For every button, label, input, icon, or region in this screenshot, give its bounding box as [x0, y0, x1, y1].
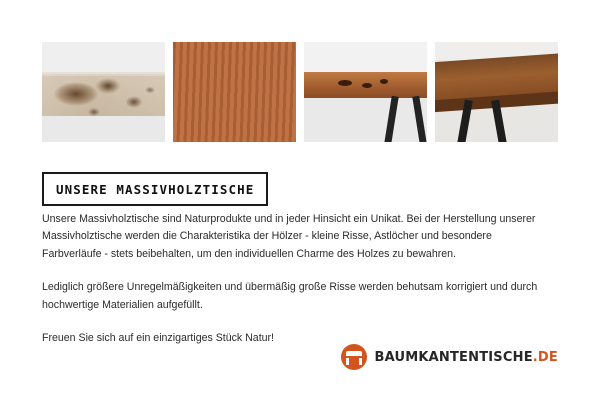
wood-knot-shape: [338, 80, 352, 86]
wood-knot-shape: [362, 83, 372, 88]
table-leg-shape: [384, 96, 398, 142]
gallery-image-1: [42, 42, 165, 142]
brand-name: [375, 350, 559, 365]
table-leg-shape: [412, 96, 426, 142]
body-copy: [42, 211, 542, 348]
brand-name-text: BAUMKANTENTISCHE: [374, 349, 533, 365]
gallery-image-2: [173, 42, 296, 142]
wood-knot-shape: [380, 79, 388, 84]
brand-name-suffix: .DE: [532, 349, 558, 365]
gallery-image-4: [435, 42, 558, 142]
image-gallery: [42, 42, 558, 142]
page-title: UNSERE MASSIVHOLZTISCHE: [56, 182, 255, 197]
paragraph-2: Lediglich größere Unregelmäßigkeiten und übermäßig große Risse werden behutsam korrigiert und durch hochwertige Materialien aufgefüllt.: [42, 281, 538, 311]
section-heading-box: [42, 172, 268, 206]
brand-logo: [341, 344, 559, 370]
barrel-logo-icon: [341, 344, 367, 370]
paragraph-3: Freuen Sie sich auf ein einzigartiges Stück Natur!: [42, 332, 275, 345]
paragraph-1: Unsere Massivholztische sind Naturprodukte und in jeder Hinsicht ein Unikat. Bei der Herstellung unserer Massivholztische werden die Charakteristika der Hölzer - kleine Risse, Astlöcher und besondere Farbverläufe - stets beibehalten, um den individuellen Charme des Holzes zu bewahren.: [42, 213, 536, 260]
gallery-image-3: [304, 42, 427, 142]
